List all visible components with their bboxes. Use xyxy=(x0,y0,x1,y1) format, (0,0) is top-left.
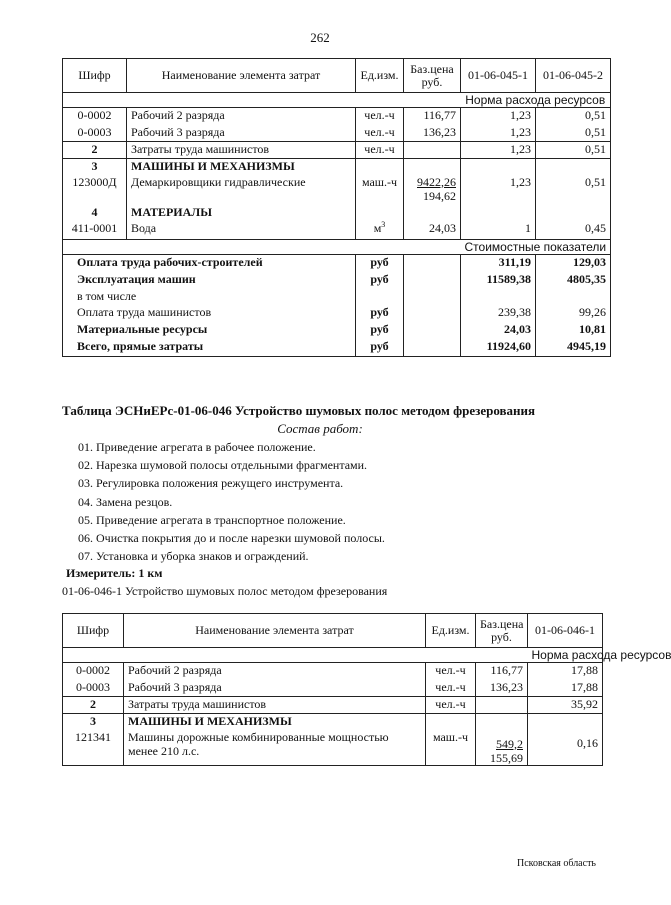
cell-code: 123000Д xyxy=(63,175,127,205)
cost-value: 10,81 xyxy=(536,322,611,339)
price-value: 549,2 xyxy=(496,736,523,751)
list-item: 07. Установка и уборка знаков и ограждений. xyxy=(78,549,309,564)
norm-label-row xyxy=(63,648,603,663)
measure-unit: Измеритель: 1 км xyxy=(66,566,163,580)
cell-name: Демаркировщики гидравлические xyxy=(127,175,356,205)
composition-title: Состав работ: xyxy=(277,421,363,436)
name-line: менее 210 л.с. xyxy=(128,743,200,758)
cost-value: 11589,38 xyxy=(461,272,536,289)
section-row xyxy=(63,159,611,175)
cost-unit: руб xyxy=(356,305,404,322)
list-item: 05. Приведение агрегата в транспортное положение. xyxy=(78,512,346,527)
header-code: Шифр xyxy=(63,614,124,648)
cell-code: 0-0002 xyxy=(63,663,124,680)
cell-code: 0-0003 xyxy=(63,680,124,697)
cell-value: 0,16 xyxy=(528,730,603,766)
list-item: 06. Очистка покрытия до и после нарезки шумовой полосы. xyxy=(78,530,385,545)
cell-name: Рабочий 3 разряда xyxy=(127,125,356,142)
header-price: Баз.цена руб. xyxy=(404,59,461,93)
table-row xyxy=(63,125,611,142)
cost-name: в том числе xyxy=(63,289,356,305)
section-row xyxy=(63,205,611,221)
table-row xyxy=(63,221,611,240)
cell-name: Рабочий 3 разряда xyxy=(124,680,426,697)
list-item: 02. Нарезка шумовой полосы отдельными фрагментами. xyxy=(78,458,368,473)
section-code: 3 xyxy=(63,714,124,730)
table-row xyxy=(63,680,603,697)
cell-value: 1,23 xyxy=(461,175,536,205)
cost-value: 4805,35 xyxy=(536,272,611,289)
cell-name: Рабочий 2 разряда xyxy=(127,108,356,125)
cost-value: 99,26 xyxy=(536,305,611,322)
cost-row xyxy=(63,272,611,289)
cell-value: 0,45 xyxy=(536,221,611,240)
cost-name: Всего, прямые затраты xyxy=(63,339,356,357)
cost-name: Материальные ресурсы xyxy=(63,322,356,339)
cost-value: 311,19 xyxy=(461,255,536,272)
price-value: 9422,26 xyxy=(417,174,456,189)
list-item: 01. Приведение агрегата в рабочее положение. xyxy=(78,440,316,454)
cell-value: 17,88 xyxy=(528,663,603,680)
footer-region: Псковская область xyxy=(517,858,596,869)
table-row xyxy=(63,108,611,125)
cost-value: 11924,60 xyxy=(461,339,536,357)
cell-value: 0,51 xyxy=(536,125,611,142)
cell-value: 1 xyxy=(461,221,536,240)
norm-subheading: 01-06-046-1 Устройство шумовых полос методом фрезерования xyxy=(62,584,388,598)
cell-price: 24,03 xyxy=(404,221,461,240)
cell-price: 116,77 xyxy=(404,108,461,125)
cell-unit: чел.-ч xyxy=(426,680,476,697)
cell-unit: чел.-ч xyxy=(426,663,476,680)
cell-value: 0,51 xyxy=(536,108,611,125)
cost-value: 129,03 xyxy=(536,255,611,272)
cell-value: 1,23 xyxy=(461,125,536,142)
cost-name: Оплата труда рабочих-строителей xyxy=(63,255,356,272)
cell-name: Вода xyxy=(127,221,356,240)
cell-unit: чел.-ч xyxy=(356,108,404,125)
cost-unit: руб xyxy=(356,255,404,272)
cell-price xyxy=(476,730,528,766)
header-col-045-2: 01-06-045-2 xyxy=(536,59,611,93)
cost-row-total xyxy=(63,339,611,357)
norm-label: Норма расхода ресурсов xyxy=(528,648,603,663)
cell-code: 0-0003 xyxy=(63,125,127,142)
header-name: Наименование элемента затрат xyxy=(124,614,426,648)
cost-value: 24,03 xyxy=(461,322,536,339)
section-code: 3 xyxy=(63,159,127,175)
section-row xyxy=(63,714,603,730)
cost-unit: руб xyxy=(356,339,404,357)
table-row xyxy=(63,730,603,766)
resource-table-046 xyxy=(62,613,671,766)
cost-name: Эксплуатация машин xyxy=(63,272,356,289)
cell-code: 411-0001 xyxy=(63,221,127,240)
cell-unit: маш.-ч xyxy=(356,175,404,205)
header-code: Шифр xyxy=(63,59,127,93)
cell-price: 136,23 xyxy=(476,680,528,697)
cell-code: 2 xyxy=(63,697,124,714)
cost-label-row xyxy=(63,240,611,255)
cell-unit: чел.-ч xyxy=(356,142,404,159)
cell-value: 1,23 xyxy=(461,142,536,159)
table-row xyxy=(63,175,611,205)
cell-code: 121341 xyxy=(63,730,124,766)
cell-price: 136,23 xyxy=(404,125,461,142)
header-price: Баз.цена руб. xyxy=(476,614,528,648)
price-machinist: 155,69 xyxy=(490,750,523,765)
cell-unit: чел.-ч xyxy=(426,697,476,714)
cell-name: Затраты труда машинистов xyxy=(127,142,356,159)
name-line: Машины дорожные комбинированные мощностью xyxy=(128,729,389,744)
cost-label: Стоимостные показатели xyxy=(461,240,611,255)
cell-value: 0,51 xyxy=(536,175,611,205)
section-title: МАШИНЫ И МЕХАНИЗМЫ xyxy=(124,714,426,730)
unit-superscript: 3 xyxy=(381,219,386,229)
cell-unit: чел.-ч xyxy=(356,125,404,142)
cell-value: 35,92 xyxy=(528,697,603,714)
section-title: МАШИНЫ И МЕХАНИЗМЫ xyxy=(127,159,356,175)
header-unit: Ед.изм. xyxy=(356,59,404,93)
table-heading: Таблица ЭСНиЕРс-01-06-046 Устройство шумовых полос методом фрезерования xyxy=(62,403,536,418)
unit-text: м xyxy=(373,220,382,235)
table-header-row xyxy=(63,59,611,93)
cell-price xyxy=(404,175,461,205)
list-item: 03. Регулировка положения режущего инструмента. xyxy=(78,476,344,491)
price-machinist: 194,62 xyxy=(423,188,456,203)
header-col-046-1: 01-06-046-1 xyxy=(528,614,603,648)
cell-price: 116,77 xyxy=(476,663,528,680)
page-number: 262 xyxy=(310,30,330,45)
table-row xyxy=(63,697,603,714)
cost-unit: руб xyxy=(356,322,404,339)
cost-unit: руб xyxy=(356,272,404,289)
table-row xyxy=(63,142,611,159)
cell-value: 1,23 xyxy=(461,108,536,125)
cell-unit: маш.-ч xyxy=(426,730,476,766)
cell-name: Рабочий 2 разряда xyxy=(124,663,426,680)
section-title: МАТЕРИАЛЫ xyxy=(127,205,356,221)
cell-code: 2 xyxy=(63,142,127,159)
cost-value: 239,38 xyxy=(461,305,536,322)
table-row xyxy=(63,663,603,680)
header-unit: Ед.изм. xyxy=(426,614,476,648)
cost-row xyxy=(63,322,611,339)
norm-label: Норма расхода ресурсов xyxy=(461,93,611,108)
cell-code: 0-0002 xyxy=(63,108,127,125)
work-steps-list xyxy=(78,438,385,565)
cost-value: 4945,19 xyxy=(536,339,611,357)
cell-value: 0,51 xyxy=(536,142,611,159)
cost-name: Оплата труда машинистов xyxy=(63,305,356,322)
cost-row xyxy=(63,289,611,305)
table-header-row xyxy=(63,614,603,648)
header-col-045-1: 01-06-045-1 xyxy=(461,59,536,93)
cell-name xyxy=(124,730,426,766)
cell-name: Затраты труда машинистов xyxy=(124,697,426,714)
cost-row xyxy=(63,255,611,272)
cell-value: 17,88 xyxy=(528,680,603,697)
section-code: 4 xyxy=(63,205,127,221)
resource-table-045 xyxy=(62,58,611,357)
cell-unit xyxy=(356,221,404,240)
cost-row xyxy=(63,305,611,322)
norm-label-row xyxy=(63,93,611,108)
list-item: 04. Замена резцов. xyxy=(78,494,173,509)
header-name: Наименование элемента затрат xyxy=(127,59,356,93)
